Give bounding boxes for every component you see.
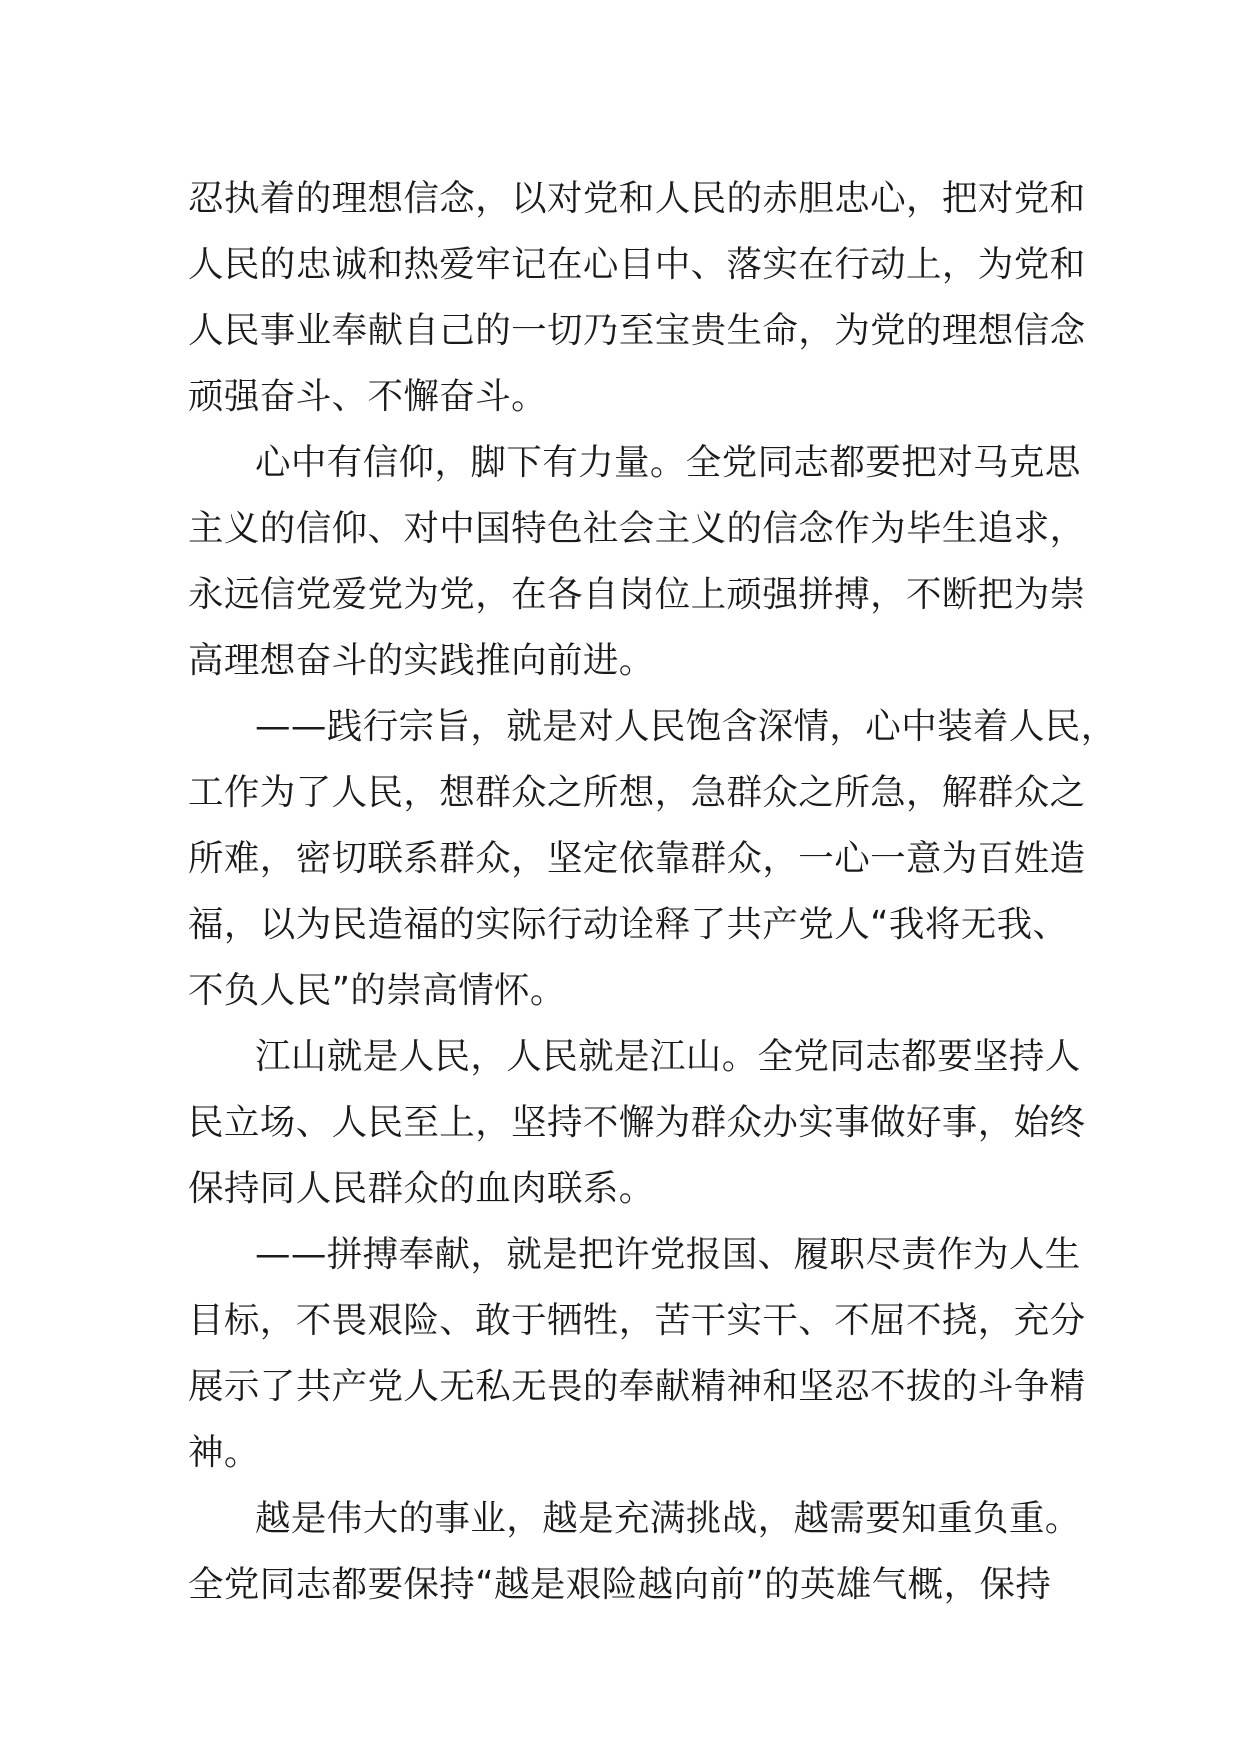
text-line: 永远信党爱党为党，在各自岗位上顽强拼搏，不断把为崇 (188, 574, 1086, 615)
text-line: 工作为了人民，想群众之所想，急群众之所急，解群众之 (188, 772, 1086, 813)
paragraph-first-line: ——拼搏奉献，就是把许党报国、履职尽责作为人生 (255, 1234, 1081, 1275)
text-line: 民立场、人民至上，坚持不懈为群众办实事做好事，始终 (188, 1102, 1086, 1143)
document-body (188, 166, 1117, 1618)
paragraph-first-line: 越是伟大的事业，越是充满挑战，越需要知重负重。 (255, 1498, 1081, 1539)
text-line: 主义的信仰、对中国特色社会主义的信念作为毕生追求， (188, 508, 1086, 549)
paragraph-first-line: 江山就是人民，人民就是江山。全党同志都要坚持人 (255, 1036, 1081, 1077)
text-line: 福，以为民造福的实际行动诠释了共产党人“我将无我、 (188, 904, 1069, 945)
text-line: 全党同志都要保持“越是艰险越向前”的英雄气概，保持 (188, 1564, 1052, 1605)
text-line: 高理想奋斗的实践推向前进。 (188, 640, 655, 681)
text-line: 所难，密切联系群众，坚定依靠群众，一心一意为百姓造 (188, 838, 1086, 879)
text-line: 人民的忠诚和热爱牢记在心目中、落实在行动上，为党和 (188, 244, 1086, 285)
text-line: 人民事业奉献自己的一切乃至宝贵生命，为党的理想信念 (188, 310, 1086, 351)
text-line: 目标，不畏艰险、敢于牺牲，苦干实干、不屈不挠，充分 (188, 1300, 1086, 1341)
paragraph-first-line: ——践行宗旨，就是对人民饱含深情，心中装着人民， (255, 706, 1117, 747)
text-line: 神。 (188, 1432, 260, 1473)
text-line: 忍执着的理想信念，以对党和人民的赤胆忠心，把对党和 (188, 178, 1086, 219)
paragraph-first-line: 心中有信仰，脚下有力量。全党同志都要把对马克思 (255, 442, 1081, 483)
text-line: 不负人民”的崇高情怀。 (188, 970, 566, 1011)
text-line: 展示了共产党人无私无畏的奉献精神和坚忍不拔的斗争精 (188, 1366, 1086, 1407)
text-line: 顽强奋斗、不懈奋斗。 (188, 376, 548, 417)
text-line: 保持同人民群众的血肉联系。 (188, 1168, 655, 1209)
